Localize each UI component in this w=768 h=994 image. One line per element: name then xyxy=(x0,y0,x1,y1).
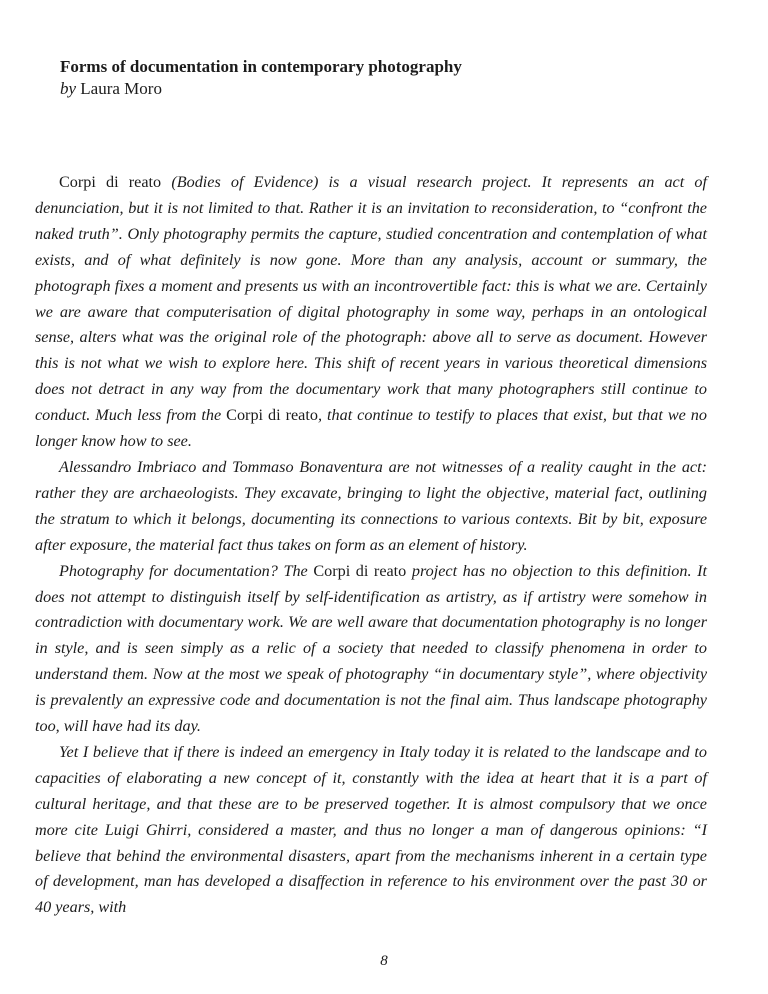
article-body xyxy=(35,170,707,921)
paragraph-text: project has no objection to this definition. It does not attempt to distinguish itself by self-identification as artistry, as if artistry were somehow in contradiction with documentary work. We are well aware that documentation photography is no longer in style, and is seen simply as a relic of a society that needed to classify phenomena in order to understand them. Now at the most we speak of photography “in documentary style”, where objectivity is prevalently an expressive code and documentation is not the final aim. Thus landscape photography too, will have had its day. xyxy=(35,561,708,736)
author-name: Laura Moro xyxy=(80,79,162,98)
body-paragraph xyxy=(35,170,707,455)
paragraph-text: , that continue to testify to places that exist, but that we no longer know how to see. xyxy=(35,406,707,451)
work-title: Corpi di reato xyxy=(59,173,162,191)
work-title: Corpi di reato xyxy=(313,561,407,580)
paragraph-text: Photography for documentation? The xyxy=(59,561,314,580)
work-title: Corpi di reato xyxy=(226,406,318,425)
body-paragraph xyxy=(35,740,707,921)
paragraph-text: (Bodies of Evidence) is a visual research project. It represents an act of denunciation, but it is not limited to that. Rather it is an invitation to reconsideration, to “confront the naked truth”. Only photography permits the capture, studied concentration and contemplation of what exists, and of what definitely is now gone. More than any analysis, account or summary, the photograph fixes a moment and presents us with an incontrovertible fact: this is what we are. Certainly we are aware that computerisation of digital photography in some way, perhaps in an ontological sense, alters what was the original role of the photograph: above all to serve as document. However this is not what we wish to explore here. This shift of recent years in various theoretical dimensions does not detract in any way from the documentary work that many photographers still continue to conduct. Much less from the xyxy=(35,173,707,425)
article-title: Forms of documentation in contemporary photography xyxy=(60,57,462,76)
body-paragraph xyxy=(35,559,707,740)
byline-by: by xyxy=(60,79,77,98)
paragraph-text: Yet I believe that if there is indeed an emergency in Italy today it is related to the landscape and to capacities of elaborating a new concept of it, constantly with the idea at heart that it is a part of cultural heritage, and that these are to be preserved together. It is almost compulsory that we once more cite Luigi Ghirri, considered a master, and thus no longer a man of dangerous opinions: “I believe that behind the environmental disasters, apart from the mechanisms inherent in a certain type of development, man has developed a disaffection in reference to his environment over the past 30 or 40 years, with xyxy=(35,742,707,917)
byline xyxy=(60,78,710,100)
paragraph-text: Alessandro Imbriaco and Tommaso Bonaventura are not witnesses of a reality caught in the act: rather they are archaeologists. They excavate, bringing to light the objective, material fact, outlining the stratum to which it belongs, documenting its connections to various contexts. Bit by bit, exposure after exposure, the material fact thus takes on form as an element of history. xyxy=(35,457,707,554)
body-paragraph xyxy=(35,455,707,559)
article-header xyxy=(60,56,710,100)
page-number: 8 xyxy=(380,953,388,969)
